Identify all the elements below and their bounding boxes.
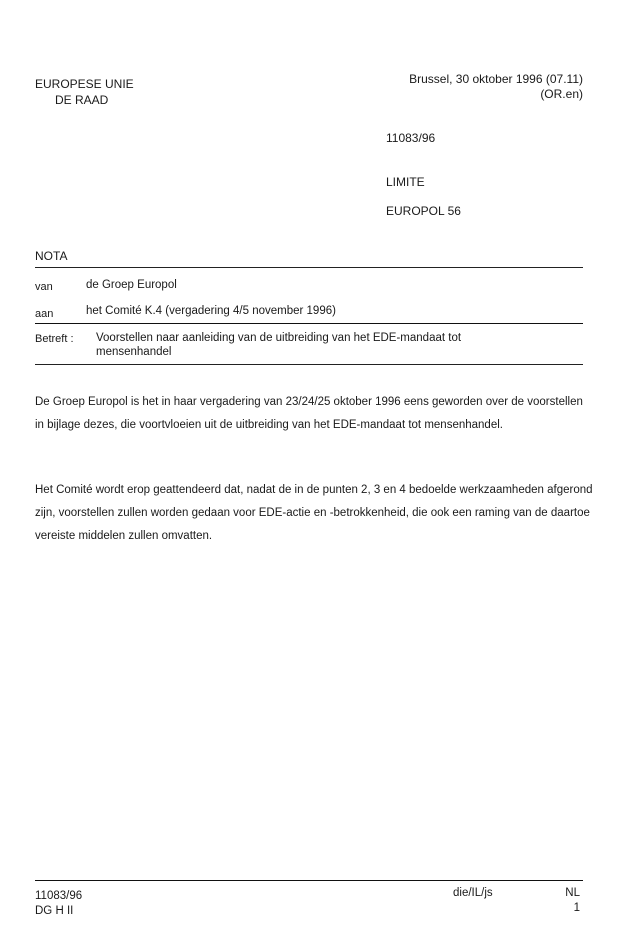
subject-value: Voorstellen naar aanleiding van de uitbreiding van het EDE-mandaat tot mensenhandel xyxy=(96,332,462,358)
note-title: NOTA xyxy=(35,249,68,263)
footer-doc-number: 11083/96 xyxy=(35,890,83,902)
issuer-body: DE RAAD xyxy=(55,93,109,107)
body-paragraph-1: De Groep Europol is het in haar vergadering van 23/24/25 oktober 1996 eens geworden over de voorstellen in bijlage dezes, die voortvloeien uit de uitbreiding van het EDE-mandaat tot mensenhandel. xyxy=(35,396,583,431)
footer-initials: die/IL/js xyxy=(453,887,493,899)
rule-subject xyxy=(35,323,583,324)
from-label: van xyxy=(35,281,53,293)
from-value: de Groep Europol xyxy=(86,279,177,291)
to-value: het Comité K.4 (vergadering 4/5 november 1996) xyxy=(86,305,336,317)
issuer-block xyxy=(35,76,134,108)
footer-left xyxy=(35,889,82,919)
footer-language: NL xyxy=(565,887,580,899)
issuer-org: EUROPESE UNIE xyxy=(35,77,134,91)
rule-bottom xyxy=(35,364,583,365)
to-label: aan xyxy=(35,308,54,320)
footer-page-number: 1 xyxy=(573,902,580,914)
footer-directorate: DG H II xyxy=(35,905,74,917)
classification: LIMITE xyxy=(386,175,425,189)
document-number: 11083/96 xyxy=(386,131,436,145)
body-paragraph-2: Het Comité wordt erop geattendeerd dat, nadat de in de punten 2, 3 en 4 bedoelde werkzaamheden afgerond zijn, voorstellen zullen worden gedaan voor EDE-actie en -betrokkenheid, die ook een raming van de daartoe vereiste middelen zullen omvatten. xyxy=(35,484,593,542)
place-date: Brussel, 30 oktober 1996 (07.11) xyxy=(409,72,583,86)
footer-rule xyxy=(35,880,583,881)
footer-right xyxy=(565,886,580,916)
original-language: (OR.en) xyxy=(540,87,583,101)
reference-code: EUROPOL 56 xyxy=(386,204,461,218)
date-block xyxy=(409,72,583,102)
subject-label: Betreft : xyxy=(35,333,74,345)
rule-top xyxy=(35,267,583,268)
